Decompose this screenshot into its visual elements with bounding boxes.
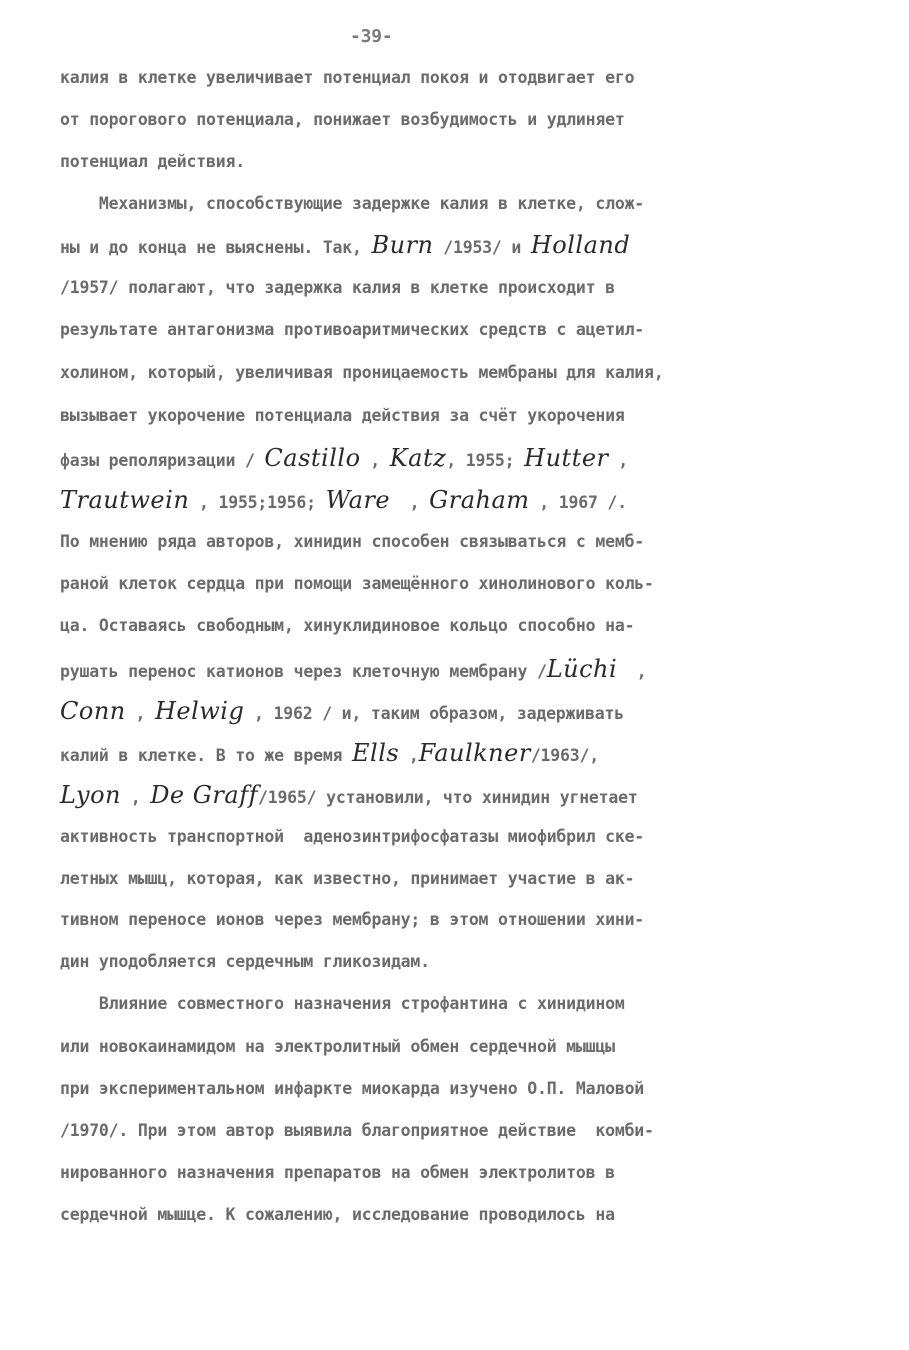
text-line xyxy=(60,361,664,385)
typed-text: , 1955;1956; xyxy=(189,493,326,512)
typed-text: , 1955; xyxy=(446,451,525,470)
text-line xyxy=(60,992,625,1016)
text-line xyxy=(60,192,644,216)
typed-text: По мнению ряда авторов, хинидин способен связываться с мемб- xyxy=(60,532,645,551)
typed-text: вызывает укорочение потенциала действия за счёт укорочения xyxy=(60,406,625,425)
typed-text: потенциал действия. xyxy=(60,152,245,171)
typed-text: , xyxy=(608,451,628,470)
text-line xyxy=(60,867,634,891)
text-line xyxy=(60,1161,615,1185)
typed-text: сердечной мышце. К сожалению, исследование проводилось на xyxy=(60,1205,615,1224)
handwritten-author-name: De Graff xyxy=(150,781,258,809)
handwritten-author-name: Burn xyxy=(371,231,434,259)
typed-text: , xyxy=(617,662,647,681)
typed-text: фазы реполяризации / xyxy=(60,451,265,470)
typed-text: раной клеток сердца при помощи замещённого хинолинового коль- xyxy=(60,574,654,593)
typed-text: ца. Оставаясь свободным, хинуклидиновое кольцо способно на- xyxy=(60,616,635,635)
text-line xyxy=(60,66,634,90)
page-number: -39- xyxy=(350,26,393,47)
text-line xyxy=(60,233,630,257)
text-line xyxy=(60,783,638,807)
typed-text: Механизмы, способствующие задержке калия в клетке, слож- xyxy=(60,194,645,213)
text-line xyxy=(60,318,644,342)
typed-text: , xyxy=(125,704,155,723)
text-line xyxy=(60,741,599,765)
typed-text: летных мышц, которая, как известно, принимает участие в ак- xyxy=(60,869,635,888)
text-line xyxy=(60,446,628,470)
handwritten-author-name: Ware xyxy=(325,486,391,514)
typed-text: /1963/, xyxy=(530,746,599,765)
text-line xyxy=(60,276,615,300)
handwritten-author-name: Graham xyxy=(429,486,530,514)
handwritten-author-name: Trautwein xyxy=(60,486,190,514)
typed-text: нированного назначения препаратов на обмен электролитов в xyxy=(60,1163,615,1182)
typed-text: , xyxy=(390,493,430,512)
text-line xyxy=(60,530,644,554)
text-line xyxy=(60,657,646,681)
typed-text: результате антагонизма противоаритмических средств с ацетил- xyxy=(60,320,645,339)
typed-text: /1957/ полагают, что задержка калия в клетке происходит в xyxy=(60,278,615,297)
text-line xyxy=(60,699,624,723)
typed-text: дин уподобляется сердечным гликозидам. xyxy=(60,952,430,971)
typed-text: /1953/ и xyxy=(433,238,531,257)
handwritten-author-name: Castillo xyxy=(264,444,361,472)
handwritten-author-name: Conn xyxy=(60,697,126,725)
handwritten-author-name: Ells xyxy=(352,739,400,767)
text-line xyxy=(60,614,634,638)
text-line xyxy=(60,108,625,132)
handwritten-author-name: Lüchi xyxy=(546,655,618,683)
typed-text: /1970/. При этом автор выявила благоприятное действие комби- xyxy=(60,1121,654,1140)
text-line xyxy=(60,908,644,932)
typed-text: от порогового потенциала, понижает возбудимость и удлиняет xyxy=(60,110,625,129)
typed-text: , xyxy=(120,788,151,807)
typed-text: , 1962 / и, таким образом, задерживать xyxy=(244,704,624,723)
typed-text: Влияние совместного назначения строфантина с хинидином xyxy=(60,994,625,1013)
typed-text: или новокаинамидом на электролитный обмен сердечной мышцы xyxy=(60,1037,615,1056)
typed-text: холином, который, увеличивая проницаемость мембраны для калия, xyxy=(60,363,664,382)
typed-text: калия в клетке увеличивает потенциал покоя и отодвигает его xyxy=(60,68,635,87)
typed-text: калий в клетке. В то же время xyxy=(60,746,353,765)
typed-text: при экспериментальном инфаркте миокарда изучено О.П. Маловой xyxy=(60,1079,645,1098)
text-line xyxy=(60,488,627,512)
handwritten-author-name: Lyon xyxy=(60,781,121,809)
text-line xyxy=(60,1203,615,1227)
handwritten-author-name: Holland xyxy=(530,231,631,259)
handwritten-author-name: Faulkner xyxy=(418,739,531,767)
text-line xyxy=(60,1119,654,1143)
typed-text: ны и до конца не выяснены. Так, xyxy=(60,238,372,257)
typed-text: /1965/ установили, что хинидин угнетает xyxy=(257,788,638,807)
typed-text: , xyxy=(360,451,390,470)
text-line xyxy=(60,825,644,849)
typed-text: активность транспортной аденозинтрифосфатазы миофибрил ске- xyxy=(60,827,645,846)
handwritten-author-name: Helwig xyxy=(154,697,245,725)
text-line xyxy=(60,1035,615,1059)
typed-text: , 1967 /. xyxy=(529,493,627,512)
text-line xyxy=(60,1077,644,1101)
text-line xyxy=(60,950,430,974)
text-line xyxy=(60,150,245,174)
typed-text: рушать перенос катионов через клеточную мембрану / xyxy=(60,662,547,681)
handwritten-author-name: Hutter xyxy=(524,444,609,472)
typed-text: , xyxy=(399,746,419,765)
handwritten-author-name: Katz xyxy=(389,444,447,472)
text-line xyxy=(60,572,654,596)
text-line xyxy=(60,404,625,428)
typed-text: тивном переносе ионов через мембрану; в этом отношении хини- xyxy=(60,910,645,929)
